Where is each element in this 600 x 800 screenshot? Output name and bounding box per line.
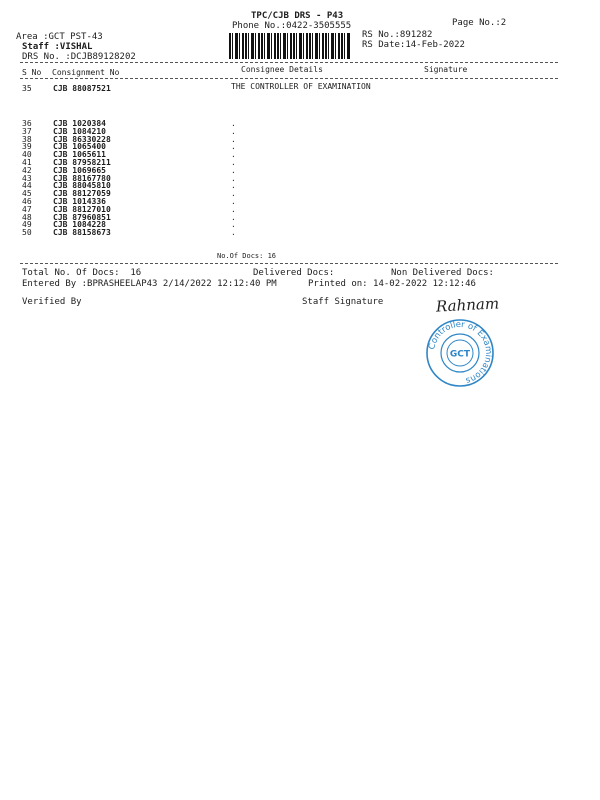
column-header-sno: S No xyxy=(22,68,42,77)
row-marker: . xyxy=(231,126,236,136)
row-sno: 36 xyxy=(22,119,32,128)
divider xyxy=(20,62,558,63)
row-sno: 50 xyxy=(22,228,32,238)
column-header-consignee: Consignee Details xyxy=(241,65,323,74)
printed-on: Printed on: 14-02-2022 12:12:46 xyxy=(308,279,476,289)
row-marker: . xyxy=(231,150,236,160)
area-label: Area :GCT PST-43 xyxy=(16,32,103,42)
row-consignment: CJB 87958211 xyxy=(53,158,111,167)
no-of-docs: No.Of Docs: 16 xyxy=(217,252,277,260)
row-marker: . xyxy=(231,204,236,214)
row-sno: 44 xyxy=(22,181,32,191)
row-sno: 35 xyxy=(22,84,32,93)
handwritten-signature: Rahnam xyxy=(435,294,500,316)
staff-label: Staff :VISHAL xyxy=(22,42,93,52)
row-sno: 45 xyxy=(22,189,32,199)
row-marker: . xyxy=(231,181,236,191)
column-header-consignment: Consignment No xyxy=(52,68,120,77)
stamp-ring-text: Controller of Examinations xyxy=(427,319,494,386)
row-consignment: CJB 1065400 xyxy=(53,142,106,152)
row-sno: 49 xyxy=(22,220,32,230)
total-docs: Total No. Of Docs: 16 xyxy=(22,268,142,278)
row-marker: . xyxy=(231,197,236,206)
staff-signature-label: Staff Signature xyxy=(302,297,384,307)
row-consignment: CJB 86330228 xyxy=(53,134,111,144)
stamp-center-text: GCT xyxy=(449,349,471,360)
divider xyxy=(20,78,558,79)
row-sno: 48 xyxy=(22,212,32,222)
row-sno: 37 xyxy=(22,126,32,136)
row-consignment: CJB 88127010 xyxy=(53,204,111,214)
row-marker: . xyxy=(231,189,236,199)
row-marker: . xyxy=(231,142,236,152)
drs-number: DRS No. :DCJB89128202 xyxy=(22,52,136,62)
phone-number: Phone No.:0422-3505555 xyxy=(232,21,352,31)
row-sno: 38 xyxy=(22,134,32,144)
row-sno: 41 xyxy=(22,158,32,167)
row-sno: 47 xyxy=(22,204,32,214)
rs-number: RS No.:891282 xyxy=(362,30,433,40)
document-title: TPC/CJB DRS - P43 xyxy=(251,11,344,21)
row-consignment: CJB 1065611 xyxy=(53,150,106,160)
row-marker: . xyxy=(231,165,236,175)
row-consignment: CJB 88167780 xyxy=(53,173,111,183)
row-sno: 43 xyxy=(22,173,32,183)
row-consignee: THE CONTROLLER OF EXAMINATION xyxy=(231,82,371,91)
row-marker: . xyxy=(231,220,236,230)
divider xyxy=(20,263,558,264)
official-stamp xyxy=(425,318,495,388)
row-consignment: CJB 88087521 xyxy=(53,84,111,93)
row-consignment: CJB 88127059 xyxy=(53,189,111,199)
rs-date: RS Date:14-Feb-2022 xyxy=(362,40,465,50)
row-consignment: CJB 88045810 xyxy=(53,181,111,191)
row-sno: 40 xyxy=(22,150,32,160)
row-sno: 46 xyxy=(22,197,32,206)
row-consignment: CJB 1020384 xyxy=(53,119,106,128)
row-marker: . xyxy=(231,228,236,238)
row-marker: . xyxy=(231,212,236,222)
row-marker: . xyxy=(231,173,236,183)
column-header-signature: Signature xyxy=(424,65,468,74)
delivered-docs: Delivered Docs: xyxy=(253,268,335,278)
row-consignment: CJB 1084210 xyxy=(53,126,106,136)
row-consignment: CJB 1069665 xyxy=(53,165,106,175)
row-marker: . xyxy=(231,134,236,144)
row-sno: 42 xyxy=(22,165,32,175)
row-marker: . xyxy=(231,119,236,128)
row-consignment: CJB 87960851 xyxy=(53,212,111,222)
entered-by: Entered By :BPRASHEELAP43 2/14/2022 12:12:40 PM xyxy=(22,279,277,289)
row-consignment: CJB 1014336 xyxy=(53,197,106,206)
page-number: Page No.:2 xyxy=(452,18,507,28)
non-delivered-docs: Non Delivered Docs: xyxy=(391,268,494,278)
row-marker: . xyxy=(231,158,236,167)
barcode xyxy=(229,33,351,59)
row-sno: 39 xyxy=(22,142,32,152)
row-consignment: CJB 88158673 xyxy=(53,228,111,238)
row-consignment: CJB 1084228 xyxy=(53,220,106,230)
verified-by: Verified By xyxy=(22,297,82,307)
